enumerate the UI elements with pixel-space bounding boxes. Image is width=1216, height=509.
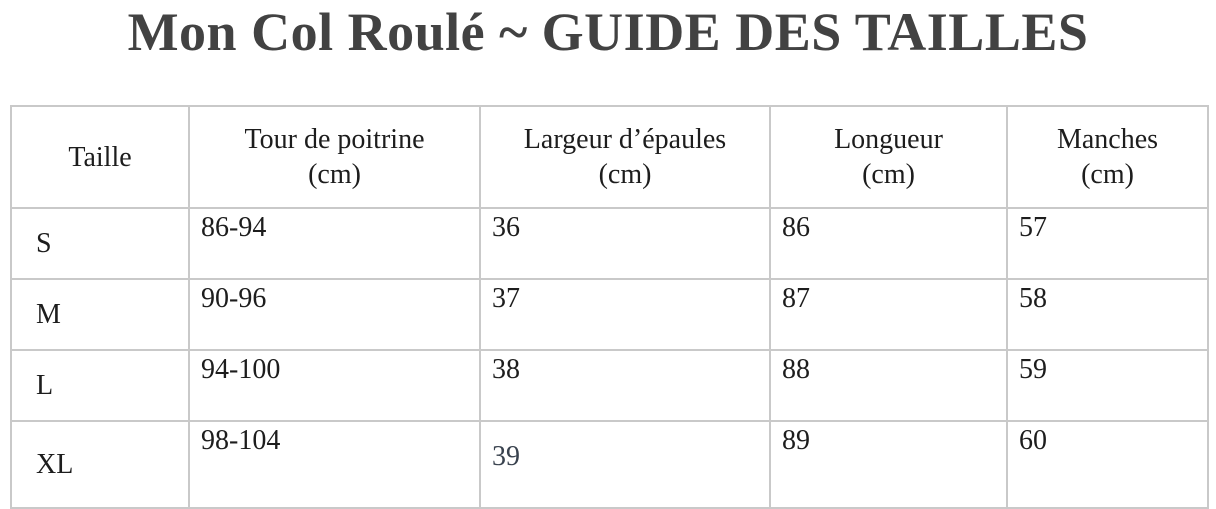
- chest-value: 94-100: [189, 350, 480, 421]
- shoulders-value: 39: [480, 421, 770, 508]
- page-title: Mon Col Roulé ~ GUIDE DES TAILLES: [127, 2, 1089, 62]
- sleeves-value: 58: [1007, 279, 1208, 350]
- column-header-taille: [11, 106, 189, 208]
- table-row-size-m: [11, 279, 1208, 350]
- column-header-unit: (cm): [1081, 159, 1134, 191]
- table-header-row: [11, 106, 1208, 208]
- column-header-unit: (cm): [862, 159, 915, 191]
- length-value: 89: [770, 421, 1007, 508]
- chest-value: 98-104: [189, 421, 480, 508]
- size-guide-table: [10, 105, 1209, 509]
- chest-value: 90-96: [189, 279, 480, 350]
- column-header-label: Longueur: [834, 124, 943, 156]
- column-header-unit: (cm): [598, 159, 652, 191]
- sleeves-value: 59: [1007, 350, 1208, 421]
- column-header-manches: [1007, 106, 1208, 208]
- shoulders-value: 37: [480, 279, 770, 350]
- length-value: 87: [770, 279, 1007, 350]
- size-label: L: [11, 350, 189, 421]
- shoulders-value: 36: [480, 208, 770, 279]
- size-label: M: [11, 279, 189, 350]
- column-header-label: Manches: [1056, 124, 1159, 156]
- column-header-label: Tour de poitrine: [244, 124, 425, 156]
- table-row-size-xl: [11, 421, 1208, 508]
- sleeves-value: 57: [1007, 208, 1208, 279]
- column-header-tour-de-poitrine: [189, 106, 480, 208]
- chest-value: 86-94: [189, 208, 480, 279]
- table-row-size-l: [11, 350, 1208, 421]
- shoulders-value: 38: [480, 350, 770, 421]
- length-value: 86: [770, 208, 1007, 279]
- size-label: XL: [11, 421, 189, 508]
- sleeves-value: 60: [1007, 421, 1208, 508]
- column-header-unit: (cm): [308, 159, 361, 191]
- column-header-label: Taille: [68, 141, 132, 173]
- size-label: S: [11, 208, 189, 279]
- length-value: 88: [770, 350, 1007, 421]
- table-row-size-s: [11, 208, 1208, 279]
- column-header-longueur: [770, 106, 1007, 208]
- column-header-largeur-epaules: [480, 106, 770, 208]
- column-header-label: Largeur d’épaules: [523, 124, 727, 156]
